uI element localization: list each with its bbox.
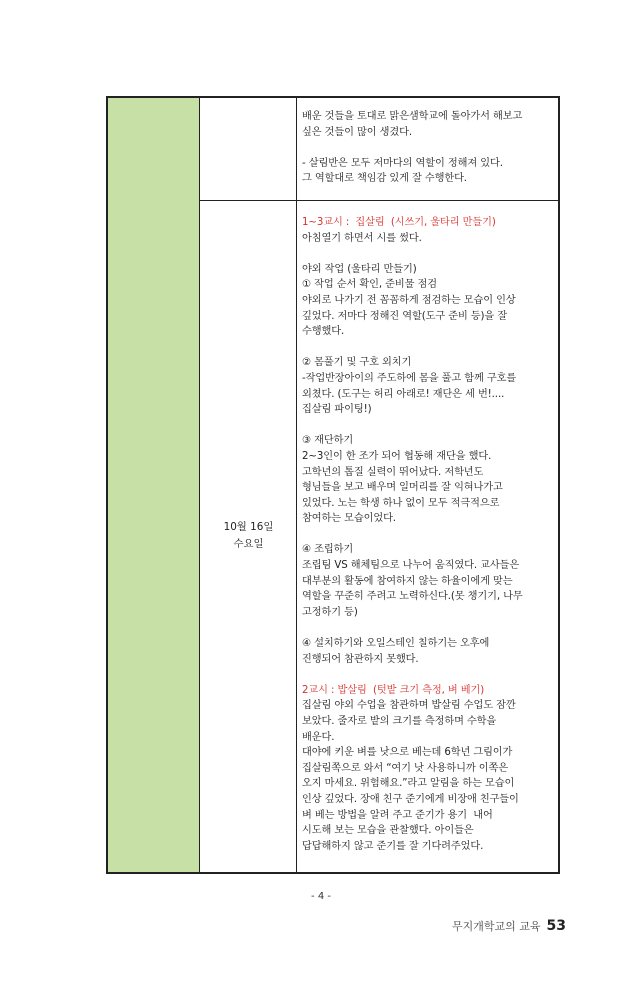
text-line bbox=[302, 140, 522, 156]
table-divider-col1 bbox=[199, 96, 200, 874]
text-line: 인상 깊었다. 장애 친구 준기에게 비장애 친구들이 bbox=[302, 793, 519, 805]
text-line: ③ 재단하기 bbox=[302, 435, 354, 447]
text-line: ④ 조립하기 bbox=[302, 544, 354, 556]
text-line: 아침열기 하면서 시를 썼다. bbox=[302, 232, 422, 244]
row2-date bbox=[200, 519, 297, 553]
table-border-right bbox=[558, 96, 560, 874]
section-heading: 2교시 : 밥살림 (텃밭 크기 측정, 벼 베기) bbox=[302, 684, 485, 696]
text-line bbox=[302, 667, 523, 683]
footer bbox=[452, 918, 566, 934]
text-line: ② 몸풀기 및 구호 외치기 bbox=[302, 357, 412, 369]
text-line: 배운다. bbox=[302, 731, 335, 743]
date-line: 10월 16일 bbox=[223, 521, 274, 533]
table-border-left bbox=[106, 96, 108, 874]
text-line: 역할을 꾸준히 주려고 노력하신다.(못 챙기기, 나무 bbox=[302, 591, 523, 603]
footer-page-number: 53 bbox=[546, 918, 566, 934]
text-line: 참여하는 모습이었다. bbox=[302, 513, 396, 525]
text-line: 벼 베는 방법을 알려 주고 준기가 용기 내어 bbox=[302, 809, 493, 821]
text-line: 집살림쪽으로 와서 “여기 낫 사용하니까 이쪽은 bbox=[302, 762, 508, 774]
text-line bbox=[302, 418, 523, 434]
text-line: - 살림반은 모두 저마다의 역할이 정해져 있다. bbox=[302, 157, 503, 169]
text-line: 형님들을 보고 배우며 일머리를 잘 익혀나가고 bbox=[302, 482, 503, 494]
text-line: 야외로 나가기 전 꼼꼼하게 점검하는 모습이 인상 bbox=[302, 294, 516, 306]
text-line: 외쳤다. (도구는 허리 아래로! 재단은 세 번!.... bbox=[302, 388, 505, 400]
table-border-bottom bbox=[107, 872, 559, 874]
text-line: 보았다. 줄자로 밭의 크기를 측정하며 수학을 bbox=[302, 716, 497, 727]
section-heading: 1~3교시 : 집살림 (시쓰기, 울타리 만들기) bbox=[302, 217, 496, 228]
text-line: 수행했다. bbox=[302, 326, 345, 338]
text-line: 배운 것들을 토대로 맑은샘학교에 돌아가서 해보고 bbox=[302, 111, 523, 122]
text-line: ④ 설치하기와 오일스테인 칠하기는 오후에 bbox=[302, 638, 490, 650]
text-line: 답답해하지 않고 준기를 잘 기다려주었다. bbox=[302, 840, 484, 852]
text-line: 고정하기 등) bbox=[302, 606, 358, 618]
text-line: 오지 마세요. 위험해요.”라고 알림을 하는 모습이 bbox=[302, 778, 515, 790]
text-line: 깊었다. 저마다 정해진 역할(도구 준비 등)을 잘 bbox=[302, 310, 508, 322]
text-line: 그 역할대로 책임감 있게 잘 수행한다. bbox=[302, 173, 467, 185]
category-column bbox=[107, 97, 199, 873]
row1-content bbox=[302, 109, 522, 187]
text-line bbox=[302, 620, 523, 636]
table-divider-col2 bbox=[296, 96, 297, 874]
table-border-top bbox=[107, 96, 559, 98]
text-line: 고학년의 톱질 실력이 뛰어났다. 저학년도 bbox=[302, 466, 484, 478]
text-line: 있었다. 노는 학생 하나 없이 모두 적극적으로 bbox=[302, 497, 500, 509]
text-line bbox=[302, 340, 523, 356]
page-number: - 4 - bbox=[311, 891, 331, 902]
weekday-line: 수요일 bbox=[233, 538, 264, 550]
text-line: 시도해 보는 모습을 관찰했다. 아이들은 bbox=[302, 825, 474, 837]
text-line: 대부분의 활동에 참여하지 않는 하율이에게 맞는 bbox=[302, 575, 513, 587]
text-line: 싶은 것들이 많이 생겼다. bbox=[302, 126, 412, 138]
text-line: 집살림 야외 수업을 참관하며 밥살림 수업도 잠깐 bbox=[302, 700, 516, 712]
text-line bbox=[302, 527, 523, 543]
text-line: 진행되어 참관하지 못했다. bbox=[302, 653, 419, 665]
footer-title: 무지개학교의 교육 bbox=[452, 920, 541, 933]
text-line: ① 작업 순서 확인, 준비물 점검 bbox=[302, 279, 438, 291]
text-line: 조립팀 VS 해체팀으로 나누어 움직였다. 교사들은 bbox=[302, 560, 520, 572]
row2-content bbox=[302, 215, 523, 854]
table-divider-row bbox=[199, 200, 559, 201]
text-line: -작업반장아이의 주도하에 몸을 풀고 함께 구호를 bbox=[302, 372, 517, 384]
text-line: 2~3인이 한 조가 되어 협동해 재단을 했다. bbox=[302, 450, 492, 462]
text-line bbox=[302, 246, 523, 262]
text-line: 집살림 파이팅!) bbox=[302, 404, 372, 416]
text-line: 대야에 키운 벼를 낫으로 베는데 6학년 그림이가 bbox=[302, 747, 513, 759]
text-line: 야외 작업 (울타리 만들기) bbox=[302, 263, 417, 275]
